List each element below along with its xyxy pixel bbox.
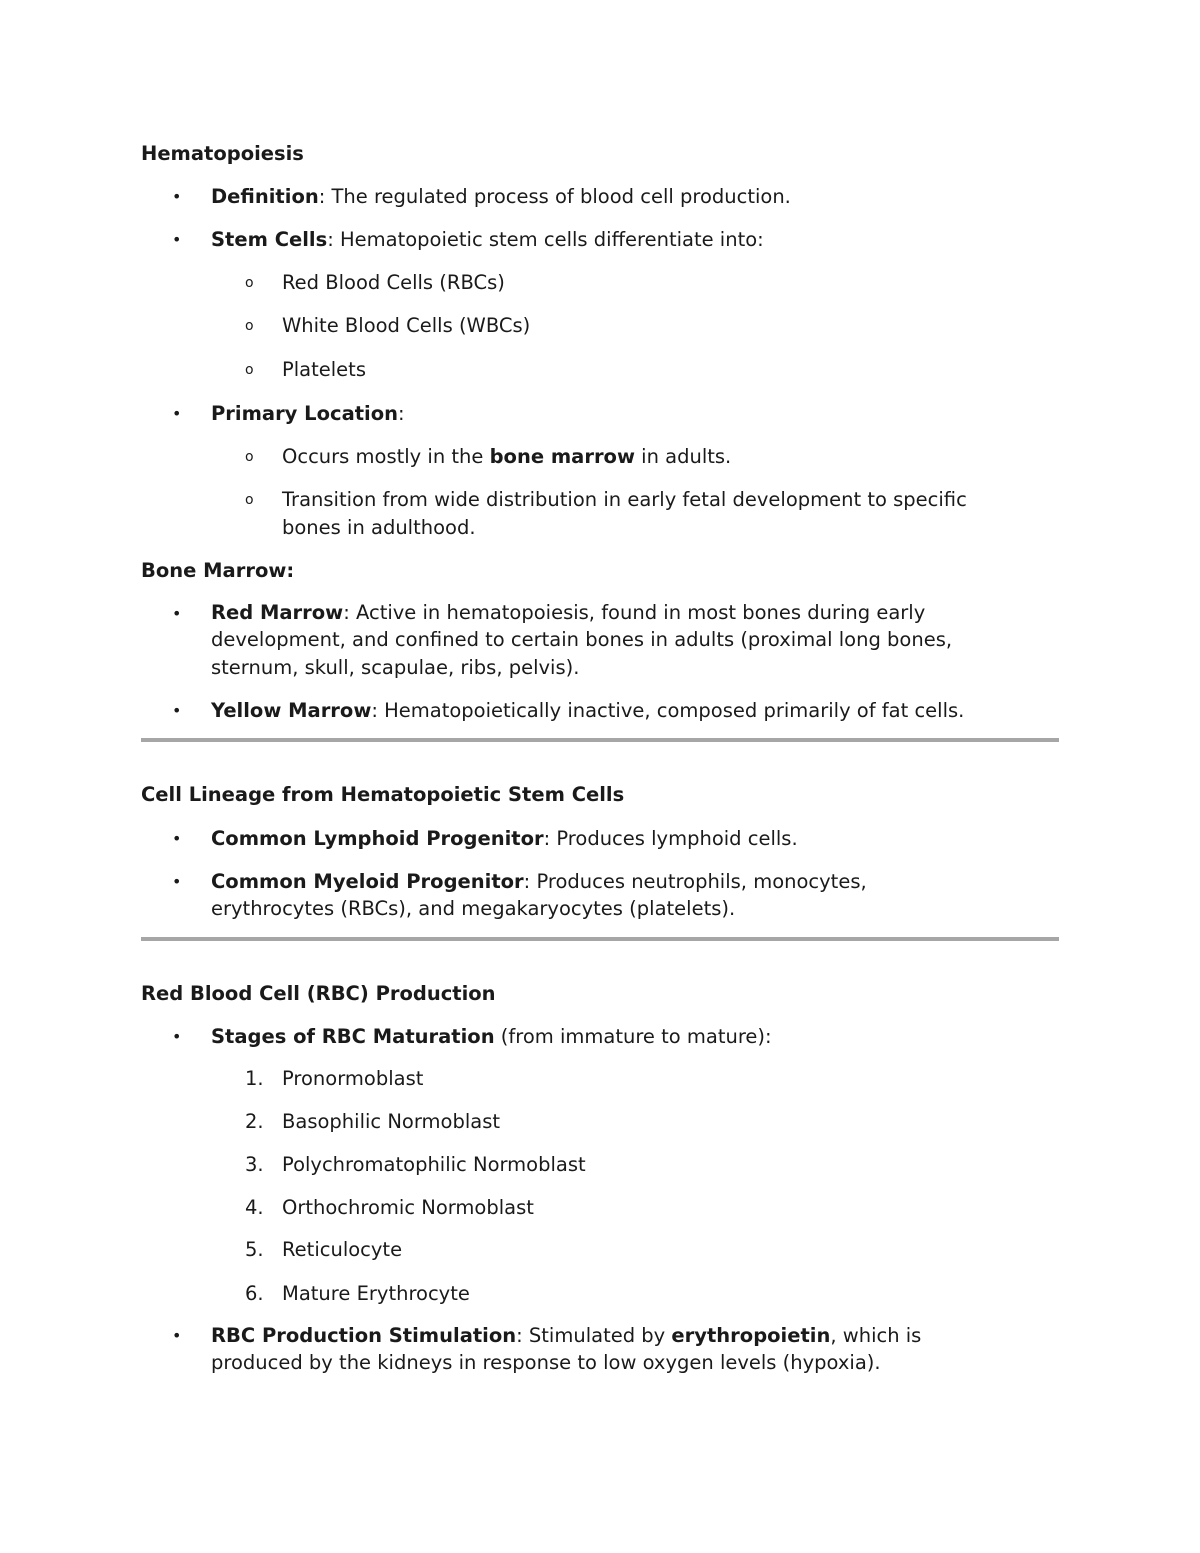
stimulation-bold: erythropoietin bbox=[671, 1324, 831, 1347]
list-item-stem-cells bbox=[211, 226, 764, 253]
list-item-red-marrow bbox=[211, 599, 925, 626]
stage-item: Mature Erythrocyte bbox=[282, 1282, 470, 1305]
stem-cells-text: : Hematopoietic stem cells differentiate into: bbox=[327, 228, 764, 251]
stage-item: Pronormoblast bbox=[282, 1067, 424, 1090]
sub-bullet-icon: o bbox=[245, 449, 254, 465]
yellow-marrow-text: : Hematopoietically inactive, composed primarily of fat cells. bbox=[371, 699, 965, 722]
red-marrow-line1: : Active in hematopoiesis, found in most bones during early bbox=[343, 601, 926, 624]
sub-item-platelets: Platelets bbox=[282, 358, 366, 381]
list-item-definition bbox=[211, 183, 791, 210]
heading-rbc-production: Red Blood Cell (RBC) Production bbox=[141, 982, 496, 1005]
bullet-icon: • bbox=[172, 701, 182, 720]
sub-bullet-icon: o bbox=[245, 492, 254, 508]
term-red-marrow: Red Marrow bbox=[211, 601, 344, 624]
definition-text: : The regulated process of blood cell production. bbox=[318, 185, 791, 208]
stage-number: 2. bbox=[245, 1110, 264, 1133]
bullet-icon: • bbox=[172, 829, 182, 848]
stage-item: Reticulocyte bbox=[282, 1238, 403, 1261]
red-marrow-line2: development, and confined to certain bones in adults (proximal long bones, bbox=[211, 628, 953, 651]
stage-number: 1. bbox=[245, 1067, 264, 1090]
heading-hematopoiesis: Hematopoiesis bbox=[141, 142, 304, 165]
horizontal-divider bbox=[141, 738, 1059, 742]
myeloid-line2: erythrocytes (RBCs), and megakaryocytes (platelets). bbox=[211, 897, 736, 920]
stage-number: 6. bbox=[245, 1282, 264, 1305]
red-marrow-line3: sternum, skull, scapulae, ribs, pelvis). bbox=[211, 656, 580, 679]
stage-number: 5. bbox=[245, 1238, 264, 1261]
term-stages: Stages of RBC Maturation bbox=[211, 1025, 495, 1048]
term-stimulation: RBC Production Stimulation bbox=[211, 1324, 517, 1347]
list-item-yellow-marrow bbox=[211, 697, 964, 724]
stage-number: 4. bbox=[245, 1196, 264, 1219]
stimulation-line2: produced by the kidneys in response to low oxygen levels (hypoxia). bbox=[211, 1351, 881, 1374]
list-item-stages bbox=[211, 1023, 772, 1050]
heading-bone-marrow: Bone Marrow: bbox=[141, 559, 295, 582]
bone-marrow-post: in adults. bbox=[634, 445, 732, 468]
sub-item-rbc: Red Blood Cells (RBCs) bbox=[282, 271, 505, 294]
horizontal-divider bbox=[141, 937, 1059, 941]
bullet-icon: • bbox=[172, 1326, 182, 1345]
term-myeloid: Common Myeloid Progenitor bbox=[211, 870, 524, 893]
stage-item: Polychromatophilic Normoblast bbox=[282, 1153, 586, 1176]
bullet-icon: • bbox=[172, 1027, 182, 1046]
term-primary-location: Primary Location bbox=[211, 402, 399, 425]
bone-marrow-bold: bone marrow bbox=[489, 445, 635, 468]
stage-item: Basophilic Normoblast bbox=[282, 1110, 500, 1133]
bullet-icon: • bbox=[172, 187, 182, 206]
stimulation-post: , which is bbox=[830, 1324, 922, 1347]
stage-number: 3. bbox=[245, 1153, 264, 1176]
term-definition: Definition bbox=[211, 185, 319, 208]
heading-cell-lineage: Cell Lineage from Hematopoietic Stem Cells bbox=[141, 783, 625, 806]
stage-item: Orthochromic Normoblast bbox=[282, 1196, 534, 1219]
bullet-icon: • bbox=[172, 604, 182, 623]
sub-bullet-icon: o bbox=[245, 318, 254, 334]
bone-marrow-pre: Occurs mostly in the bbox=[282, 445, 490, 468]
myeloid-line1: : Produces neutrophils, monocytes, bbox=[523, 870, 867, 893]
sub-item-wbc: White Blood Cells (WBCs) bbox=[282, 314, 531, 337]
term-stem-cells: Stem Cells bbox=[211, 228, 328, 251]
sub-item-transition-line1: Transition from wide distribution in early fetal development to specific bbox=[282, 488, 967, 511]
term-lymphoid: Common Lymphoid Progenitor bbox=[211, 827, 544, 850]
list-item-lymphoid bbox=[211, 825, 798, 852]
stimulation-pre: : Stimulated by bbox=[516, 1324, 672, 1347]
bullet-icon: • bbox=[172, 404, 182, 423]
bullet-icon: • bbox=[172, 872, 182, 891]
bullet-icon: • bbox=[172, 230, 182, 249]
sub-bullet-icon: o bbox=[245, 275, 254, 291]
stages-text: (from immature to mature): bbox=[494, 1025, 772, 1048]
term-yellow-marrow: Yellow Marrow bbox=[211, 699, 372, 722]
sub-item-bone-marrow bbox=[282, 443, 731, 470]
list-item-myeloid bbox=[211, 868, 867, 895]
primary-location-text: : bbox=[398, 402, 405, 425]
lymphoid-text: : Produces lymphoid cells. bbox=[543, 827, 798, 850]
sub-item-transition-line2: bones in adulthood. bbox=[282, 516, 476, 539]
list-item-stimulation bbox=[211, 1322, 921, 1349]
list-item-primary-location bbox=[211, 400, 405, 427]
sub-bullet-icon: o bbox=[245, 362, 254, 378]
